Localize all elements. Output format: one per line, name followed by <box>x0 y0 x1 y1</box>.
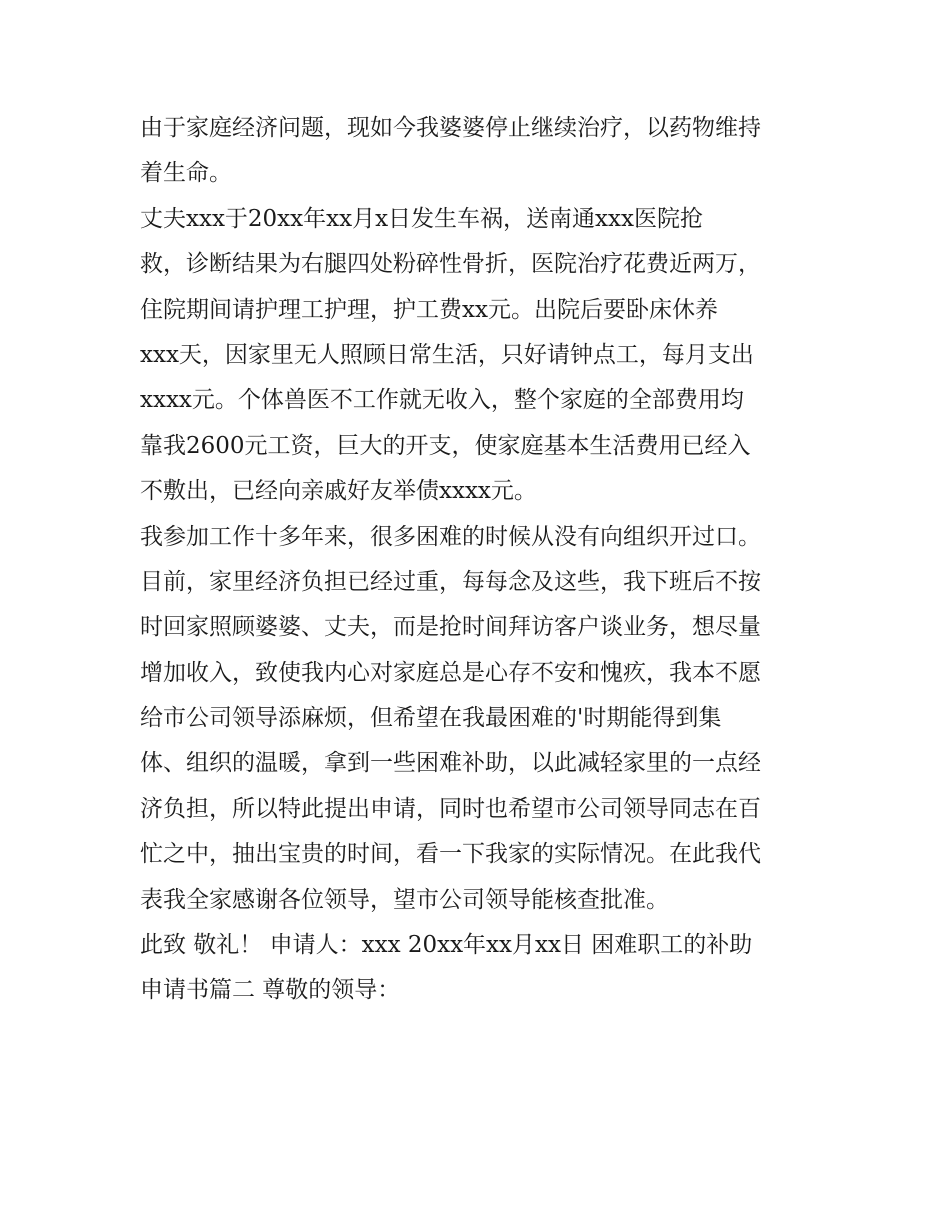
text-line: 表我全家感谢各位领导，望市公司领导能核查批准。 <box>140 886 669 913</box>
text-line: 救，诊断结果为右腿四处粉碎性骨折，医院治疗花费近两万， <box>140 251 761 278</box>
text-line: 目前，家里经济负担已经过重，每每念及这些，我下班后不按 <box>140 568 761 595</box>
document-body <box>140 106 820 1014</box>
text-line: 申请书篇二 尊敬的领导： <box>140 977 401 1004</box>
text-line: 给市公司领导添麻烦，但希望在我最困难的'时期能得到集 <box>140 705 722 732</box>
text-line: 忙之中，抽出宝贵的时间，看一下我家的实际情况。在此我代 <box>140 841 761 868</box>
text-line: 此致 敬礼！ 申请人：xxx 20xx年xx月xx日 困难职工的补助 <box>140 932 753 959</box>
text-line: xxxx元。个体兽医不工作就无收入，整个家庭的全部费用均 <box>140 387 744 414</box>
text-line: 体、组织的温暖，拿到一些困难补助，以此减轻家里的一点经 <box>140 750 761 777</box>
text-line: 住院期间请护理工护理，护工费xx元。出院后要卧床休养 <box>140 296 718 323</box>
text-line: 我参加工作十多年来，很多困难的时候从没有向组织开过口。 <box>140 523 761 550</box>
text-line: 时回家照顾婆婆、丈夫，而是抢时间拜访客户谈业务，想尽量 <box>140 614 761 641</box>
text-line: xxx天，因家里无人照顾日常生活，只好请钟点工，每月支出 <box>140 341 754 368</box>
text-line: 不敷出，已经向亲戚好友举债xxxx元。 <box>140 478 537 505</box>
text-line: 丈夫xxx于20xx年xx月x日发生车祸，送南通xxx医院抢 <box>140 205 703 232</box>
text-line: 增加收入，致使我内心对家庭总是心存不安和愧疚，我本不愿 <box>140 659 761 686</box>
text-line: 着生命。 <box>140 160 232 187</box>
text-line: 由于家庭经济问题，现如今我婆婆停止继续治疗，以药物维持 <box>140 115 761 141</box>
text-line: 靠我2600元工资，巨大的开支，使家庭基本生活费用已经入 <box>140 432 751 459</box>
text-line: 济负担，所以特此提出申请，同时也希望市公司领导同志在百 <box>140 795 761 822</box>
